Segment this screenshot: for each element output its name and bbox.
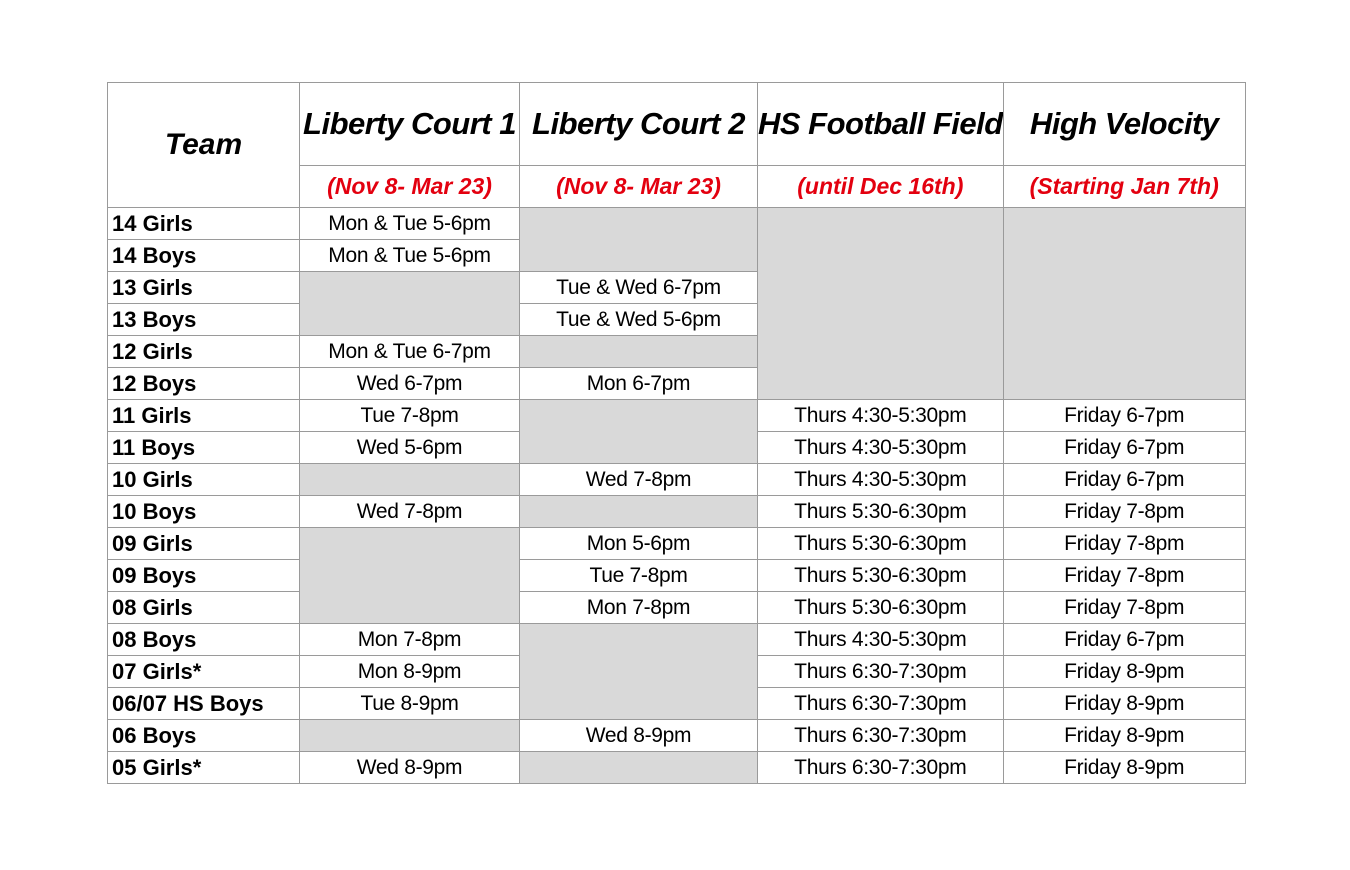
venue-dates-hs-football-field: (until Dec 16th) xyxy=(758,166,1004,208)
practice-time-cell: Tue & Wed 6-7pm xyxy=(520,272,758,304)
empty-slot-cell xyxy=(520,624,758,720)
practice-time-cell: Wed 7-8pm xyxy=(520,464,758,496)
practice-time-cell: Tue 7-8pm xyxy=(300,400,520,432)
empty-slot-cell xyxy=(520,496,758,528)
practice-schedule-table xyxy=(107,82,1246,784)
venue-dates-liberty-court-1: (Nov 8- Mar 23) xyxy=(300,166,520,208)
team-name-cell: 08 Boys xyxy=(108,624,300,656)
empty-slot-cell xyxy=(300,528,520,624)
team-name-cell: 11 Girls xyxy=(108,400,300,432)
empty-slot-cell xyxy=(300,464,520,496)
table-row xyxy=(108,496,1246,528)
practice-time-cell: Mon & Tue 6-7pm xyxy=(300,336,520,368)
practice-time-cell: Wed 8-9pm xyxy=(520,720,758,752)
practice-time-cell: Friday 7-8pm xyxy=(1003,560,1245,592)
schedule-body xyxy=(108,208,1246,784)
team-name-cell: 14 Girls xyxy=(108,208,300,240)
empty-slot-cell xyxy=(758,208,1004,400)
team-name-cell: 11 Boys xyxy=(108,432,300,464)
practice-time-cell: Friday 7-8pm xyxy=(1003,496,1245,528)
practice-time-cell: Thurs 5:30-6:30pm xyxy=(758,592,1004,624)
venue-dates-liberty-court-2: (Nov 8- Mar 23) xyxy=(520,166,758,208)
venue-dates-high-velocity: (Starting Jan 7th) xyxy=(1003,166,1245,208)
team-name-cell: 07 Girls* xyxy=(108,656,300,688)
practice-time-cell: Friday 6-7pm xyxy=(1003,464,1245,496)
practice-time-cell: Wed 7-8pm xyxy=(300,496,520,528)
practice-time-cell: Mon & Tue 5-6pm xyxy=(300,208,520,240)
team-name-cell: 13 Boys xyxy=(108,304,300,336)
practice-time-cell: Thurs 5:30-6:30pm xyxy=(758,496,1004,528)
practice-time-cell: Tue 7-8pm xyxy=(520,560,758,592)
practice-time-cell: Thurs 6:30-7:30pm xyxy=(758,720,1004,752)
table-row xyxy=(108,208,1246,240)
table-row xyxy=(108,560,1246,592)
team-name-cell: 08 Girls xyxy=(108,592,300,624)
practice-time-cell: Friday 8-9pm xyxy=(1003,688,1245,720)
practice-time-cell: Friday 7-8pm xyxy=(1003,592,1245,624)
practice-time-cell: Friday 7-8pm xyxy=(1003,528,1245,560)
practice-time-cell: Wed 8-9pm xyxy=(300,752,520,784)
practice-time-cell: Mon 7-8pm xyxy=(520,592,758,624)
team-name-cell: 10 Boys xyxy=(108,496,300,528)
practice-time-cell: Thurs 4:30-5:30pm xyxy=(758,432,1004,464)
empty-slot-cell xyxy=(520,400,758,464)
practice-time-cell: Wed 6-7pm xyxy=(300,368,520,400)
table-row xyxy=(108,400,1246,432)
team-name-cell: 10 Girls xyxy=(108,464,300,496)
team-name-cell: 13 Girls xyxy=(108,272,300,304)
team-column-header: Team xyxy=(108,83,300,208)
team-name-cell: 12 Boys xyxy=(108,368,300,400)
team-name-cell: 12 Girls xyxy=(108,336,300,368)
practice-time-cell: Thurs 6:30-7:30pm xyxy=(758,752,1004,784)
practice-time-cell: Friday 6-7pm xyxy=(1003,624,1245,656)
practice-time-cell: Tue 8-9pm xyxy=(300,688,520,720)
practice-time-cell: Thurs 6:30-7:30pm xyxy=(758,656,1004,688)
practice-time-cell: Thurs 4:30-5:30pm xyxy=(758,624,1004,656)
practice-time-cell: Tue & Wed 5-6pm xyxy=(520,304,758,336)
practice-time-cell: Thurs 6:30-7:30pm xyxy=(758,688,1004,720)
venue-header-liberty-court-2: Liberty Court 2 xyxy=(520,83,758,166)
practice-time-cell: Mon 7-8pm xyxy=(300,624,520,656)
practice-time-cell: Thurs 5:30-6:30pm xyxy=(758,560,1004,592)
practice-time-cell: Mon 6-7pm xyxy=(520,368,758,400)
table-row xyxy=(108,528,1246,560)
team-name-cell: 06 Boys xyxy=(108,720,300,752)
practice-time-cell: Mon 8-9pm xyxy=(300,656,520,688)
team-name-cell: 06/07 HS Boys xyxy=(108,688,300,720)
empty-slot-cell xyxy=(300,720,520,752)
practice-time-cell: Mon 5-6pm xyxy=(520,528,758,560)
table-row xyxy=(108,592,1246,624)
venue-header-high-velocity: High Velocity xyxy=(1003,83,1245,166)
practice-time-cell: Friday 6-7pm xyxy=(1003,432,1245,464)
team-name-cell: 09 Boys xyxy=(108,560,300,592)
empty-slot-cell xyxy=(520,336,758,368)
team-name-cell: 14 Boys xyxy=(108,240,300,272)
table-row xyxy=(108,720,1246,752)
empty-slot-cell xyxy=(520,208,758,272)
team-name-cell: 05 Girls* xyxy=(108,752,300,784)
venue-header-hs-football-field: HS Football Field xyxy=(758,83,1004,166)
practice-time-cell: Thurs 5:30-6:30pm xyxy=(758,528,1004,560)
practice-time-cell: Wed 5-6pm xyxy=(300,432,520,464)
empty-slot-cell xyxy=(1003,208,1245,400)
team-name-cell: 09 Girls xyxy=(108,528,300,560)
empty-slot-cell xyxy=(520,752,758,784)
practice-time-cell: Friday 8-9pm xyxy=(1003,752,1245,784)
practice-time-cell: Thurs 4:30-5:30pm xyxy=(758,464,1004,496)
table-row xyxy=(108,752,1246,784)
practice-time-cell: Thurs 4:30-5:30pm xyxy=(758,400,1004,432)
venue-header-liberty-court-1: Liberty Court 1 xyxy=(300,83,520,166)
practice-time-cell: Mon & Tue 5-6pm xyxy=(300,240,520,272)
practice-time-cell: Friday 6-7pm xyxy=(1003,400,1245,432)
table-row xyxy=(108,464,1246,496)
table-row xyxy=(108,624,1246,656)
empty-slot-cell xyxy=(300,272,520,336)
practice-time-cell: Friday 8-9pm xyxy=(1003,656,1245,688)
practice-time-cell: Friday 8-9pm xyxy=(1003,720,1245,752)
